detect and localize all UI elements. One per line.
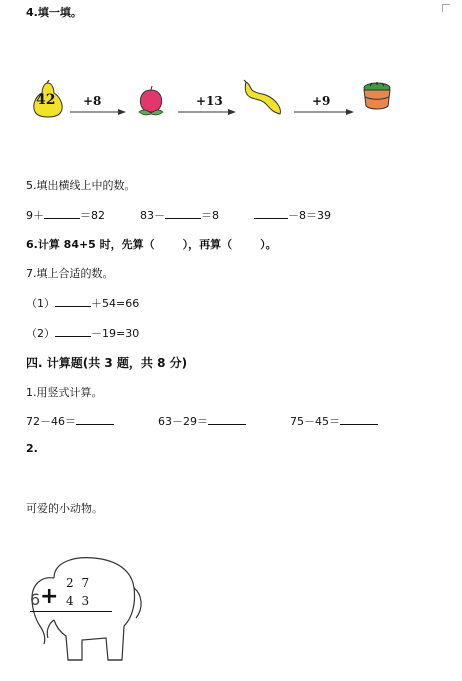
q5-equation-2	[140, 207, 219, 223]
op-label-3: +9	[312, 94, 331, 108]
answer-blank[interactable]	[165, 208, 201, 219]
pear-number: 42	[36, 92, 56, 108]
arrow-right-icon	[70, 108, 126, 116]
s4q1-title: 1.用竖式计算。	[26, 386, 103, 399]
answer-blank[interactable]	[55, 326, 91, 337]
q6-text-a: 6.计算 84+5 时，先算（	[26, 238, 155, 251]
s4q1-calc-1	[26, 413, 114, 429]
answer-blank[interactable]	[44, 208, 80, 219]
arrow-right-icon	[294, 108, 354, 116]
q7-line-1	[26, 295, 139, 311]
q4-figure	[20, 70, 400, 130]
q7-line2-tail: －19=30	[91, 327, 140, 340]
plus-sign: +	[40, 584, 59, 609]
arrow-right-icon	[178, 108, 236, 116]
q5-eq3-right: －8＝39	[288, 209, 331, 222]
vertical-bottom-digits: 4 3	[66, 594, 92, 608]
op-label-2: +13	[196, 94, 223, 108]
s4q1-calc3-text: 75－45＝	[290, 415, 340, 428]
s4q1-calc-3	[290, 413, 378, 429]
q6-text	[26, 236, 277, 252]
sum-line	[30, 611, 112, 612]
answer-blank[interactable]	[76, 414, 114, 425]
section4-title: 四. 计算题(共 3 题，共 8 分)	[26, 356, 188, 370]
op-label-1: +8	[83, 94, 102, 108]
elephant-figure	[24, 548, 154, 673]
s4q1-calc-2	[158, 413, 246, 429]
q5-eq2-left: 83－	[140, 209, 165, 222]
basket-icon	[360, 80, 394, 112]
q5-title: 5.填出横线上中的数。	[26, 179, 136, 192]
answer-blank[interactable]	[208, 414, 246, 425]
q7-line1-tail: ＋54=66	[91, 297, 140, 310]
answer-blank[interactable]	[340, 414, 378, 425]
q7-title: 7.填上合适的数。	[26, 267, 114, 280]
q7-line1-label: （1）	[26, 297, 55, 310]
q5-eq2-right: ＝8	[201, 209, 219, 222]
s4q1-calc2-text: 63－29＝	[158, 415, 208, 428]
q6-text-c: ）。	[260, 238, 277, 251]
peach-icon	[134, 84, 168, 118]
page-corner-mark	[442, 4, 450, 12]
q5-eq1-right: ＝82	[80, 209, 105, 222]
banana-icon	[242, 78, 284, 118]
q5-eq1-left: 9＋	[26, 209, 44, 222]
s4q2-title: 2.	[26, 442, 38, 455]
q6-text-b: ），再算（	[182, 238, 233, 251]
q7-line-2	[26, 325, 139, 341]
s4q1-calc1-text: 72－46＝	[26, 415, 76, 428]
answer-blank[interactable]	[55, 296, 91, 307]
vertical-top-digits: 2 7	[66, 576, 92, 590]
q5-equation-1	[26, 207, 105, 223]
q5-equation-3	[254, 207, 331, 223]
answer-blank[interactable]	[254, 208, 288, 219]
q7-line2-label: （2）	[26, 327, 55, 340]
s4q2-caption: 可爱的小动物。	[26, 502, 103, 515]
q4-title: 4.填一填。	[26, 6, 82, 19]
vertical-left-digit: 6	[30, 590, 41, 609]
